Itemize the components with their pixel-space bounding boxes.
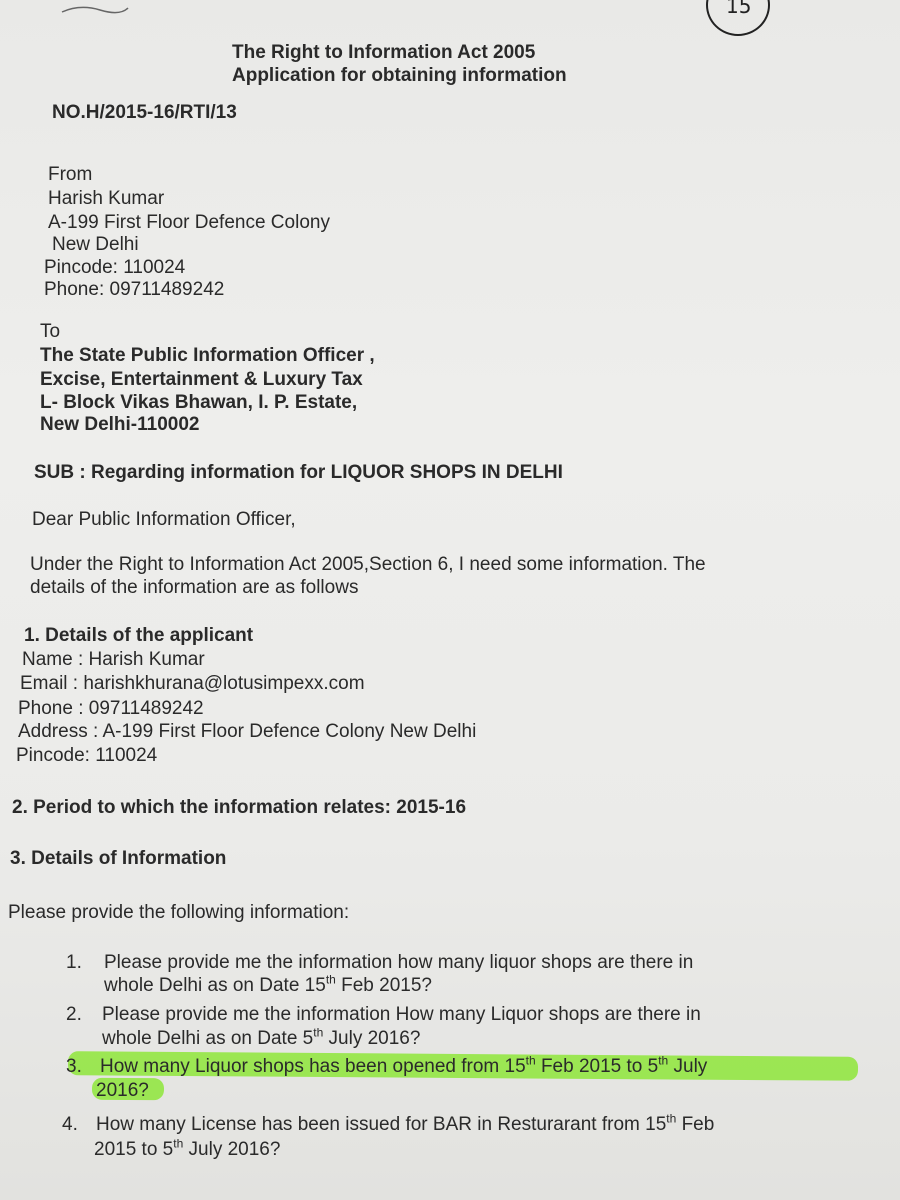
question-number: 2. — [66, 1004, 82, 1025]
from-address-line1: A-199 First Floor Defence Colony — [48, 212, 330, 233]
section2-heading: 2. Period to which the information relates: 2015-16 — [12, 797, 467, 818]
to-line2: Excise, Entertainment & Luxury Tax — [40, 369, 363, 390]
question-text: How many License has been issued for BAR in Resturarant from 15th Feb — [96, 1111, 715, 1135]
applicant-email: Email : harishkhurana@lotusimpexx.com — [20, 673, 365, 694]
act-title: The Right to Information Act 2005 — [232, 42, 536, 63]
from-label: From — [48, 164, 93, 185]
from-address-line2: New Delhi — [52, 234, 139, 255]
from-phone: Phone: 09711489242 — [44, 279, 225, 300]
section1-heading: 1. Details of the applicant — [24, 625, 254, 646]
applicant-address: Address : A-199 First Floor Defence Colony New Delhi — [18, 721, 477, 742]
question-text: whole Delhi as on Date 5th July 2016? — [102, 1025, 421, 1049]
to-label: To — [40, 321, 61, 342]
pen-scratch-mark — [60, 0, 130, 20]
from-pincode: Pincode: 110024 — [44, 257, 186, 278]
question-text: 2015 to 5th July 2016? — [94, 1136, 281, 1160]
question-number: 4. — [62, 1114, 78, 1135]
handwritten-page-number: 15 — [726, 0, 752, 18]
question-text: Please provide me the information how many liquor shops are there in — [104, 952, 694, 973]
to-line1: The State Public Information Officer , — [40, 345, 375, 366]
section3-lead: Please provide the following information: — [8, 902, 350, 923]
reference-number: NO.H/2015-16/RTI/13 — [52, 102, 237, 123]
question-text: whole Delhi as on Date 15th Feb 2015? — [104, 972, 432, 996]
question-number: 1. — [66, 952, 82, 973]
intro-line1: Under the Right to Information Act 2005,Section 6, I need some information. The — [30, 554, 706, 575]
question-number: 3. — [66, 1056, 82, 1077]
intro-line2: details of the information are as follows — [30, 577, 359, 598]
applicant-phone: Phone : 09711489242 — [18, 698, 204, 719]
from-name: Harish Kumar — [48, 188, 165, 209]
salutation: Dear Public Information Officer, — [32, 509, 296, 530]
question-text: Please provide me the information How many Liquor shops are there in — [102, 1004, 701, 1025]
section3-heading: 3. Details of Information — [10, 848, 227, 869]
question-text: 2016? — [96, 1080, 149, 1101]
applicant-name: Name : Harish Kumar — [22, 649, 205, 670]
question-text: How many Liquor shops has been opened from 15th Feb 2015 to 5th July — [100, 1053, 708, 1077]
to-line4: New Delhi-110002 — [40, 414, 200, 435]
application-title: Application for obtaining information — [232, 65, 567, 86]
to-line3: L- Block Vikas Bhawan, I. P. Estate, — [40, 392, 358, 413]
applicant-pincode: Pincode: 110024 — [16, 745, 158, 766]
subject-line: SUB : Regarding information for LIQUOR SHOPS IN DELHI — [34, 462, 563, 483]
